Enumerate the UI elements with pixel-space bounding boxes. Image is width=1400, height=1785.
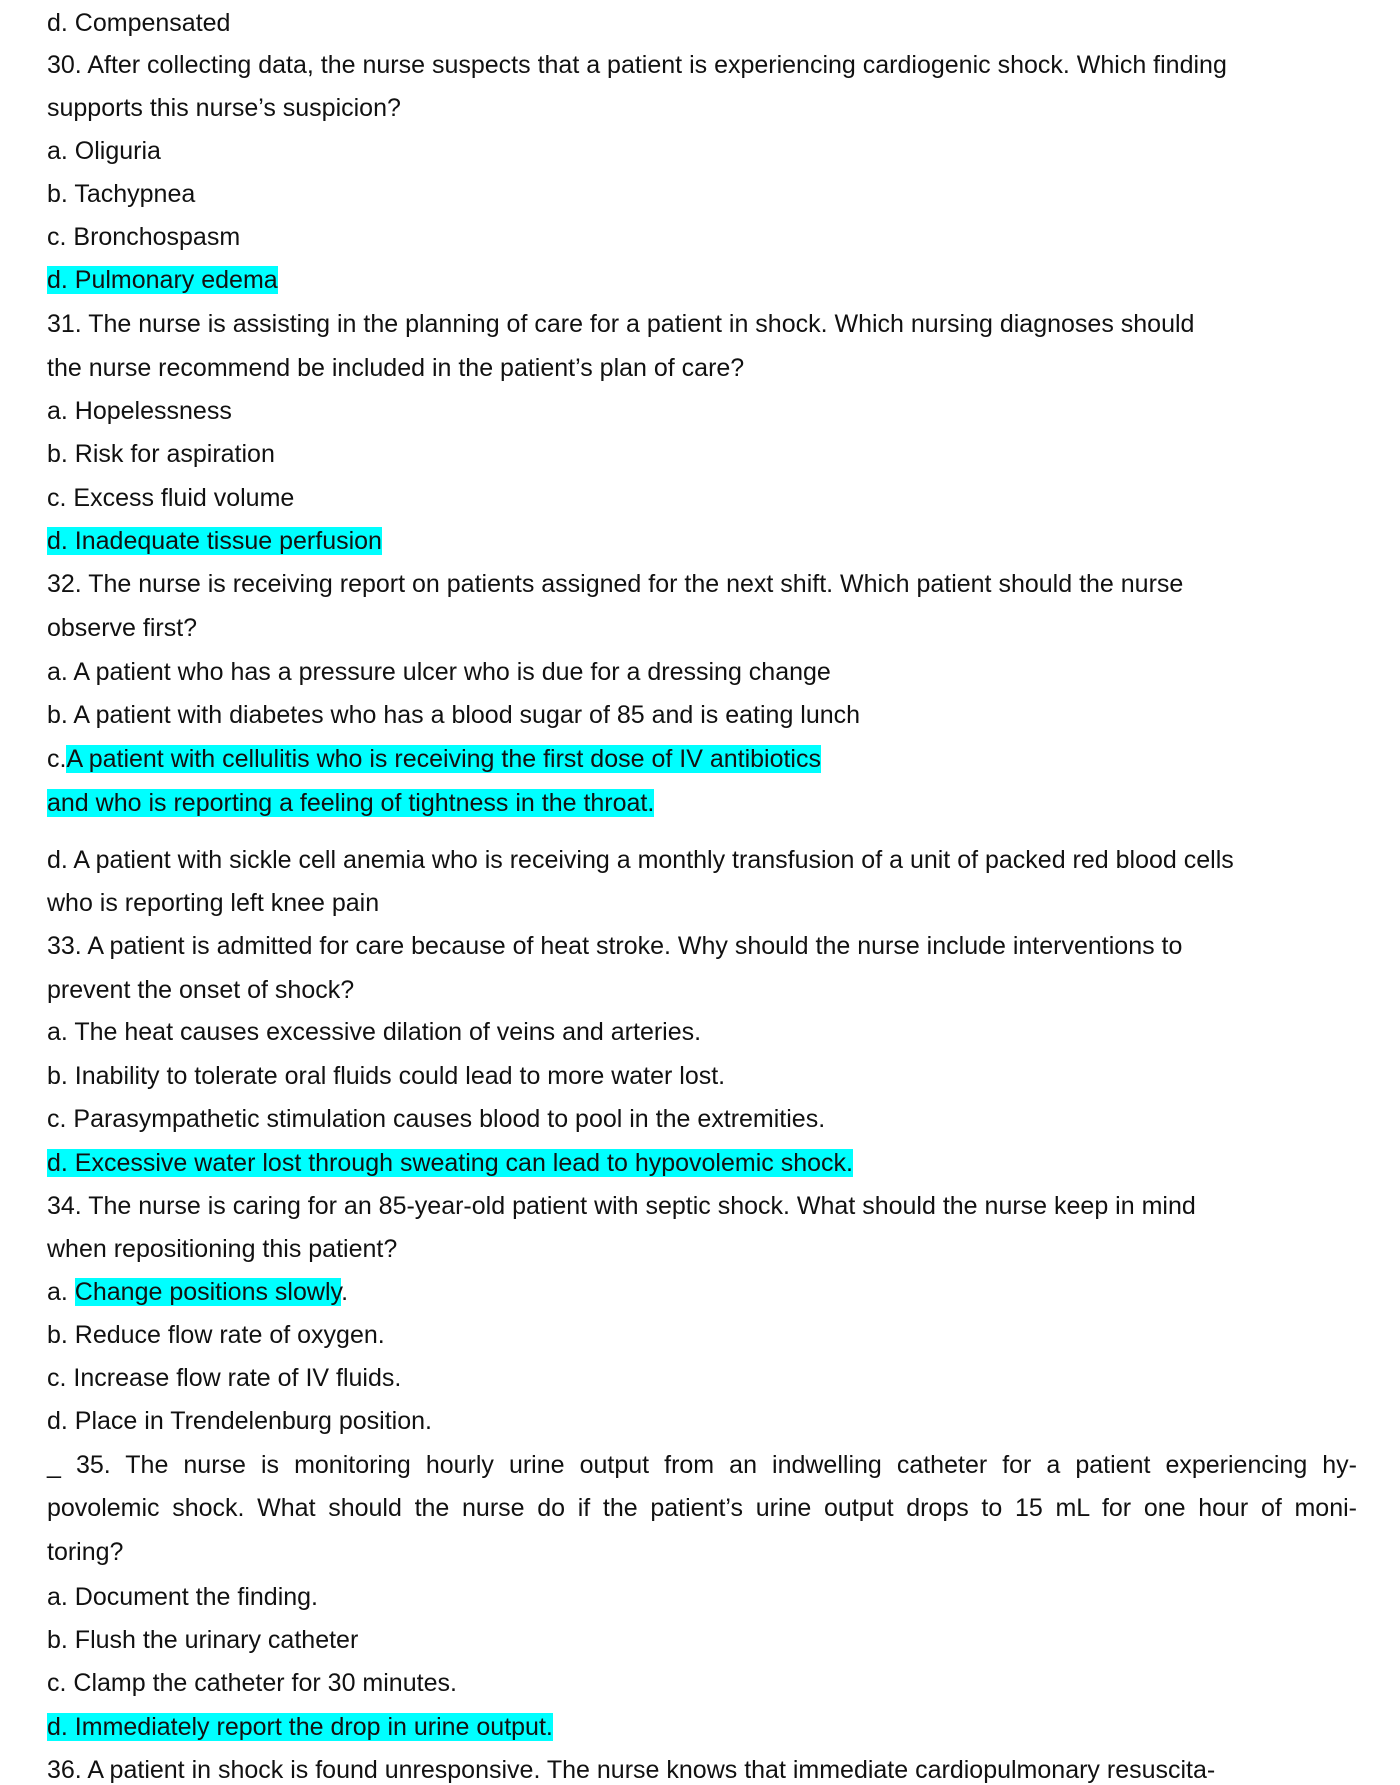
answer-option: b. Inability to tolerate oral fluids could lead to more water lost. xyxy=(47,1062,726,1090)
answer-option: a. Document the finding. xyxy=(47,1583,318,1611)
answer-option: c. Bronchospasm xyxy=(47,223,241,251)
question-text: 30. After collecting data, the nurse suspects that a patient is experiencing cardiogenic shock. Which finding xyxy=(47,51,1227,79)
question-text: 36. A patient in shock is found unresponsive. The nurse knows that immediate cardiopulmonary resuscita- xyxy=(47,1756,1216,1784)
answer-option: d. A patient with sickle cell anemia who is receiving a monthly transfusion of a unit of packed red blood cells xyxy=(47,846,1234,874)
question-text: toring? xyxy=(47,1538,124,1566)
correct-answer-highlight: and who is reporting a feeling of tightness in the throat. xyxy=(47,789,655,817)
correct-answer xyxy=(47,526,382,556)
answer-option: a. A patient who has a pressure ulcer who is due for a dressing change xyxy=(47,658,831,686)
answer-prefix: a. xyxy=(47,1278,75,1306)
question-text: when repositioning this patient? xyxy=(47,1235,398,1263)
correct-answer-highlight: d. Pulmonary edema xyxy=(47,266,278,294)
answer-option: d. Compensated xyxy=(47,9,231,37)
question-text: 33. A patient is admitted for care because of heat stroke. Why should the nurse include interventions to xyxy=(47,932,1183,960)
answer-prefix: c. xyxy=(47,745,67,773)
answer-option: a. Hopelessness xyxy=(47,397,232,425)
correct-answer-highlight: A patient with cellulitis who is receiving the first dose of IV antibiotics xyxy=(66,745,821,773)
correct-answer-highlight: d. Inadequate tissue perfusion xyxy=(47,527,382,555)
question-text: 31. The nurse is assisting in the planning of care for a patient in shock. Which nursing diagnoses should xyxy=(47,310,1195,338)
answer-option: a. Oliguria xyxy=(47,137,161,165)
answer-option: who is reporting left knee pain xyxy=(47,889,380,917)
correct-answer xyxy=(47,1148,853,1178)
answer-option: c. Parasympathetic stimulation causes blood to pool in the extremities. xyxy=(47,1105,826,1133)
correct-answer xyxy=(47,744,821,774)
answer-suffix: . xyxy=(341,1278,349,1306)
correct-answer xyxy=(47,1712,553,1742)
question-text: supports this nurse’s suspicion? xyxy=(47,94,401,122)
answer-option: b. Reduce flow rate of oxygen. xyxy=(47,1321,385,1349)
question-text: 32. The nurse is receiving report on patients assigned for the next shift. Which patient should the nurse xyxy=(47,570,1184,598)
question-text: _ 35. The nurse is monitoring hourly urine output from an indwelling catheter for a patient experiencing hy- xyxy=(47,1451,1357,1479)
question-text: povolemic shock. What should the nurse do if the patient’s urine output drops to 15 mL for one hour of moni- xyxy=(47,1494,1357,1522)
answer-option: c. Increase flow rate of IV fluids. xyxy=(47,1364,402,1392)
answer-option: b. Flush the urinary catheter xyxy=(47,1626,359,1654)
correct-answer-highlight: d. Immediately report the drop in urine output. xyxy=(47,1713,553,1741)
question-text: observe first? xyxy=(47,614,198,642)
answer-option: a. The heat causes excessive dilation of veins and arteries. xyxy=(47,1018,702,1046)
correct-answer xyxy=(47,788,654,818)
correct-answer xyxy=(47,1277,348,1307)
answer-option: b. Risk for aspiration xyxy=(47,440,275,468)
answer-option: c. Clamp the catheter for 30 minutes. xyxy=(47,1669,457,1697)
answer-option: b. A patient with diabetes who has a blood sugar of 85 and is eating lunch xyxy=(47,701,861,729)
answer-option: c. Excess fluid volume xyxy=(47,484,295,512)
correct-answer xyxy=(47,265,278,295)
question-text: 34. The nurse is caring for an 85-year-old patient with septic shock. What should the nurse keep in mind xyxy=(47,1192,1196,1220)
answer-option: d. Place in Trendelenburg position. xyxy=(47,1407,432,1435)
question-text: prevent the onset of shock? xyxy=(47,976,355,1004)
correct-answer-highlight: Change positions slowly xyxy=(74,1278,342,1306)
question-text: the nurse recommend be included in the patient’s plan of care? xyxy=(47,354,745,382)
answer-option: b. Tachypnea xyxy=(47,180,196,208)
correct-answer-highlight: d. Excessive water lost through sweating can lead to hypovolemic shock. xyxy=(47,1149,853,1177)
